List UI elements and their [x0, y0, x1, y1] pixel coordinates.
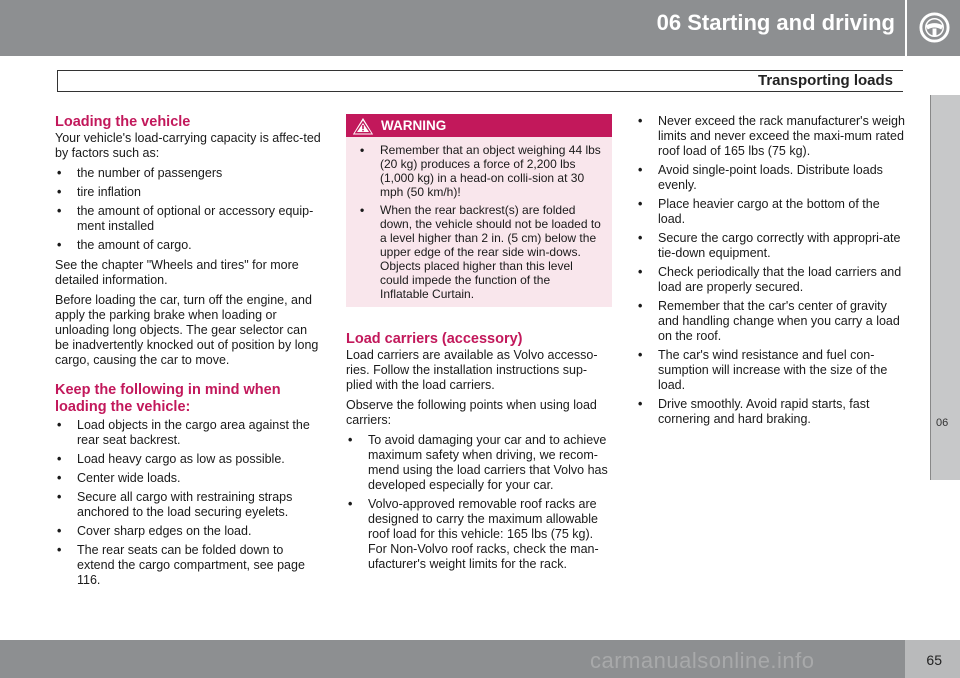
chapter-title: 06 Starting and driving — [656, 10, 895, 35]
warning-header — [346, 114, 612, 137]
chapter-icon-box — [905, 0, 960, 56]
heading-keep-in-mind: Keep the following in mind when loading the vehicle: — [55, 382, 281, 415]
paragraph: Before loading the car, turn off the engine, and apply the parking brake when loading or unloading long objects. The gear selector can be inadvertently knocked out of position by long cargo, causing the car to move. — [55, 293, 319, 367]
list-item: • Secure all cargo with restraining straps anchored to the load securing eyelets. — [55, 490, 323, 520]
tips-list — [55, 418, 323, 588]
column-left — [55, 114, 323, 593]
list-item: • When the rear backrest(s) are folded down, the vehicle should not be loaded to a level higher than 2 in. (5 cm) below the upper edge of the rear side win-dows. Objects placed higher than this level could impede the function of the Inflatable Curtain. — [358, 203, 602, 301]
page-number: 65 — [926, 652, 942, 668]
list-item: • tire inflation — [55, 185, 323, 200]
intro-text: Your vehicle's load-carrying capacity is affec-ted by factors such as: — [55, 131, 321, 160]
paragraph: Load carriers are available as Volvo accesso-ries. Follow the installation instructions sup-plied with the load carriers. — [346, 348, 598, 392]
list-item: • Drive smoothly. Avoid rapid starts, fast cornering and hard braking. — [636, 397, 906, 427]
list-item: • Avoid single-point loads. Distribute loads evenly. — [636, 163, 906, 193]
list-item: • Load heavy cargo as low as possible. — [55, 452, 323, 467]
warning-triangle-icon — [351, 116, 375, 136]
list-item: • Check periodically that the load carriers and load are properly secured. — [636, 265, 906, 295]
list-item: • To avoid damaging your car and to achieve maximum safety when driving, we recom-mend using the load carriers that Volvo has developed especially for your car. — [346, 433, 612, 493]
heading-loading-vehicle: Loading the vehicle — [55, 114, 191, 130]
watermark: carmanualsonline.info — [590, 648, 815, 673]
column-middle — [346, 114, 612, 577]
list-item: • the number of passengers — [55, 166, 323, 181]
list-item: • Cover sharp edges on the load. — [55, 524, 323, 539]
list-item: • Never exceed the rack manufacturer's weigh limits and never exceed the maxi-mum rated roof load of 165 lbs (75 kg). — [636, 114, 906, 159]
list-item: • The rear seats can be folded down to extend the cargo compartment, see page 116. — [55, 543, 323, 588]
warning-label: WARNING — [381, 118, 447, 133]
list-item: • the amount of optional or accessory equip-ment installed — [55, 204, 323, 234]
column-right — [636, 114, 906, 432]
list-item: • Remember that the car's center of gravity and handling change when you carry a load on the roof. — [636, 299, 906, 344]
list-item: • Place heavier cargo at the bottom of the load. — [636, 197, 906, 227]
list-item: • The car's wind resistance and fuel con-sumption will increase with the size of the load. — [636, 348, 906, 393]
chapter-side-tab[interactable] — [930, 95, 960, 480]
list-item: • Volvo-approved removable roof racks are designed to carry the maximum allowable roof load for this vehicle: 165 lbs (75 kg). For Non-Volvo roof racks, check the man-ufacturer's weight limits for the rack. — [346, 497, 612, 572]
load-carrier-list-continued — [636, 114, 906, 427]
page-number-box — [905, 640, 960, 678]
list-item: • Remember that an object weighing 44 lbs (20 kg) produces a force of 2,200 lbs (1,000 kg) in a head-on colli-sion at 30 mph (50 km/h)! — [358, 143, 602, 199]
list-item: • Load objects in the cargo area against the rear seat backrest. — [55, 418, 323, 448]
warning-list — [346, 137, 612, 307]
steering-wheel-icon — [918, 11, 951, 44]
list-item: • Secure the cargo correctly with appropri-ate tie-down equipment. — [636, 231, 906, 261]
factors-list — [55, 166, 323, 253]
load-carrier-list — [346, 433, 612, 572]
chapter-header-bar — [0, 0, 905, 56]
heading-load-carriers: Load carriers (accessory) — [346, 331, 523, 347]
warning-box — [346, 114, 612, 307]
paragraph: See the chapter "Wheels and tires" for more detailed information. — [55, 258, 299, 287]
list-item: • the amount of cargo. — [55, 238, 323, 253]
side-tab-label: 06 — [936, 417, 949, 429]
section-title: Transporting loads — [757, 72, 893, 89]
paragraph: Observe the following points when using load carriers: — [346, 398, 597, 427]
section-bar — [57, 70, 903, 92]
list-item: • Center wide loads. — [55, 471, 323, 486]
